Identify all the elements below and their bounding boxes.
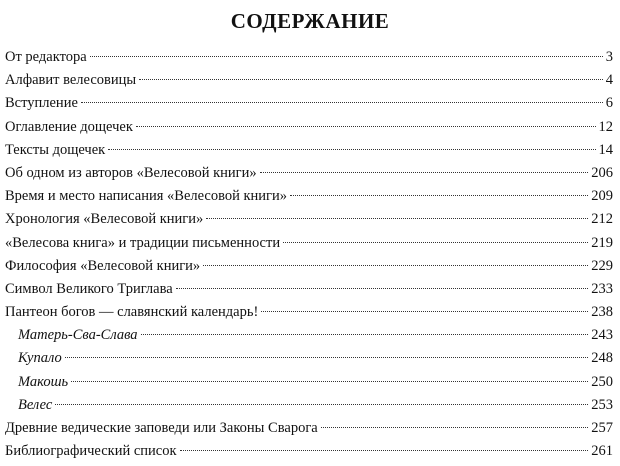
toc-entry-page: 206 xyxy=(591,164,613,181)
toc-entry xyxy=(0,278,620,301)
toc-entry-page: 3 xyxy=(605,49,613,65)
toc-entry-label: Оглавление дощечек xyxy=(5,118,133,135)
toc-entry-label: Древние ведические заповеди или Законы Сварога xyxy=(5,420,318,436)
toc-entry xyxy=(0,417,620,440)
toc-entry xyxy=(0,255,620,278)
toc-subentry xyxy=(0,324,620,347)
toc-entry-label: Философия «Велесовой книги» xyxy=(5,257,201,274)
toc-entry xyxy=(0,69,620,92)
toc-entry xyxy=(0,139,620,162)
toc-entry-label: Об одном из авторов «Велесовой книги» xyxy=(5,164,257,181)
toc-entry-label: Символ Великого Триглава xyxy=(5,280,173,297)
page-title: СОДЕРЖАНИЕ xyxy=(230,9,390,33)
dot-leader xyxy=(176,288,589,289)
dot-leader xyxy=(321,427,589,428)
toc-entry-page: 14 xyxy=(598,141,613,158)
toc-entry-page: 250 xyxy=(591,373,613,390)
toc-entry xyxy=(0,116,620,139)
toc-entry-label: Купало xyxy=(18,350,62,367)
toc-entry xyxy=(0,301,620,324)
toc-entry-page: 212 xyxy=(591,211,613,228)
toc-entry xyxy=(0,208,620,231)
toc-entry-label: Макошь xyxy=(18,373,69,390)
dot-leader xyxy=(90,56,603,57)
toc-entry-page: 229 xyxy=(591,257,613,274)
toc-entry-page: 219 xyxy=(591,234,613,251)
toc-entry xyxy=(0,46,620,69)
toc-entry-label: Вступление xyxy=(5,95,78,112)
toc-entry-label: От редактора xyxy=(5,49,87,65)
toc-entry-label: «Велесова книга» и традиции письменности xyxy=(5,234,281,251)
dot-leader xyxy=(108,149,595,150)
toc-entry-label: Матерь-Сва-Слава xyxy=(18,327,138,344)
toc-entry xyxy=(0,185,620,208)
dot-leader xyxy=(283,242,588,243)
toc-entry-label: Пантеон богов — славянский календарь! xyxy=(5,304,259,321)
toc-entry-page: 257 xyxy=(591,420,613,436)
dot-leader xyxy=(203,265,588,266)
toc-entry-page: 233 xyxy=(591,280,613,297)
dot-leader xyxy=(180,450,589,451)
table-of-contents xyxy=(0,46,620,463)
toc-entry-label: Тексты дощечек xyxy=(5,141,106,158)
dot-leader xyxy=(136,126,596,127)
dot-leader xyxy=(65,357,589,358)
dot-leader xyxy=(260,172,589,173)
dot-leader xyxy=(141,334,589,335)
dot-leader xyxy=(81,102,603,103)
toc-entry xyxy=(0,440,620,463)
toc-entry-page: 243 xyxy=(591,327,613,344)
toc-entry-label: Велес xyxy=(18,396,53,413)
toc-subentry xyxy=(0,394,620,417)
toc-entry-page: 253 xyxy=(591,396,613,413)
toc-subentry xyxy=(0,347,620,370)
toc-entry-page: 261 xyxy=(591,443,613,460)
toc-entry xyxy=(0,232,620,255)
toc-entry-page: 12 xyxy=(598,118,613,135)
toc-entry xyxy=(0,162,620,185)
dot-leader xyxy=(206,218,588,219)
toc-entry-page: 248 xyxy=(591,350,613,367)
dot-leader xyxy=(261,311,588,312)
toc-entry-label: Время и место написания «Велесовой книги» xyxy=(5,188,288,205)
toc-entry-page: 6 xyxy=(605,95,613,112)
toc-entry-page: 209 xyxy=(591,188,613,205)
toc-entry xyxy=(0,92,620,115)
dot-leader xyxy=(139,79,603,80)
toc-entry-label: Библиографический список xyxy=(5,443,177,460)
toc-entry-page: 4 xyxy=(605,72,613,89)
toc-entry-label: Хронология «Велесовой книги» xyxy=(5,211,204,228)
toc-entry-label: Алфавит велесовицы xyxy=(5,72,137,89)
dot-leader xyxy=(55,404,588,405)
toc-entry-page: 238 xyxy=(591,304,613,321)
dot-leader xyxy=(290,195,588,196)
toc-subentry xyxy=(0,371,620,394)
dot-leader xyxy=(71,381,588,382)
